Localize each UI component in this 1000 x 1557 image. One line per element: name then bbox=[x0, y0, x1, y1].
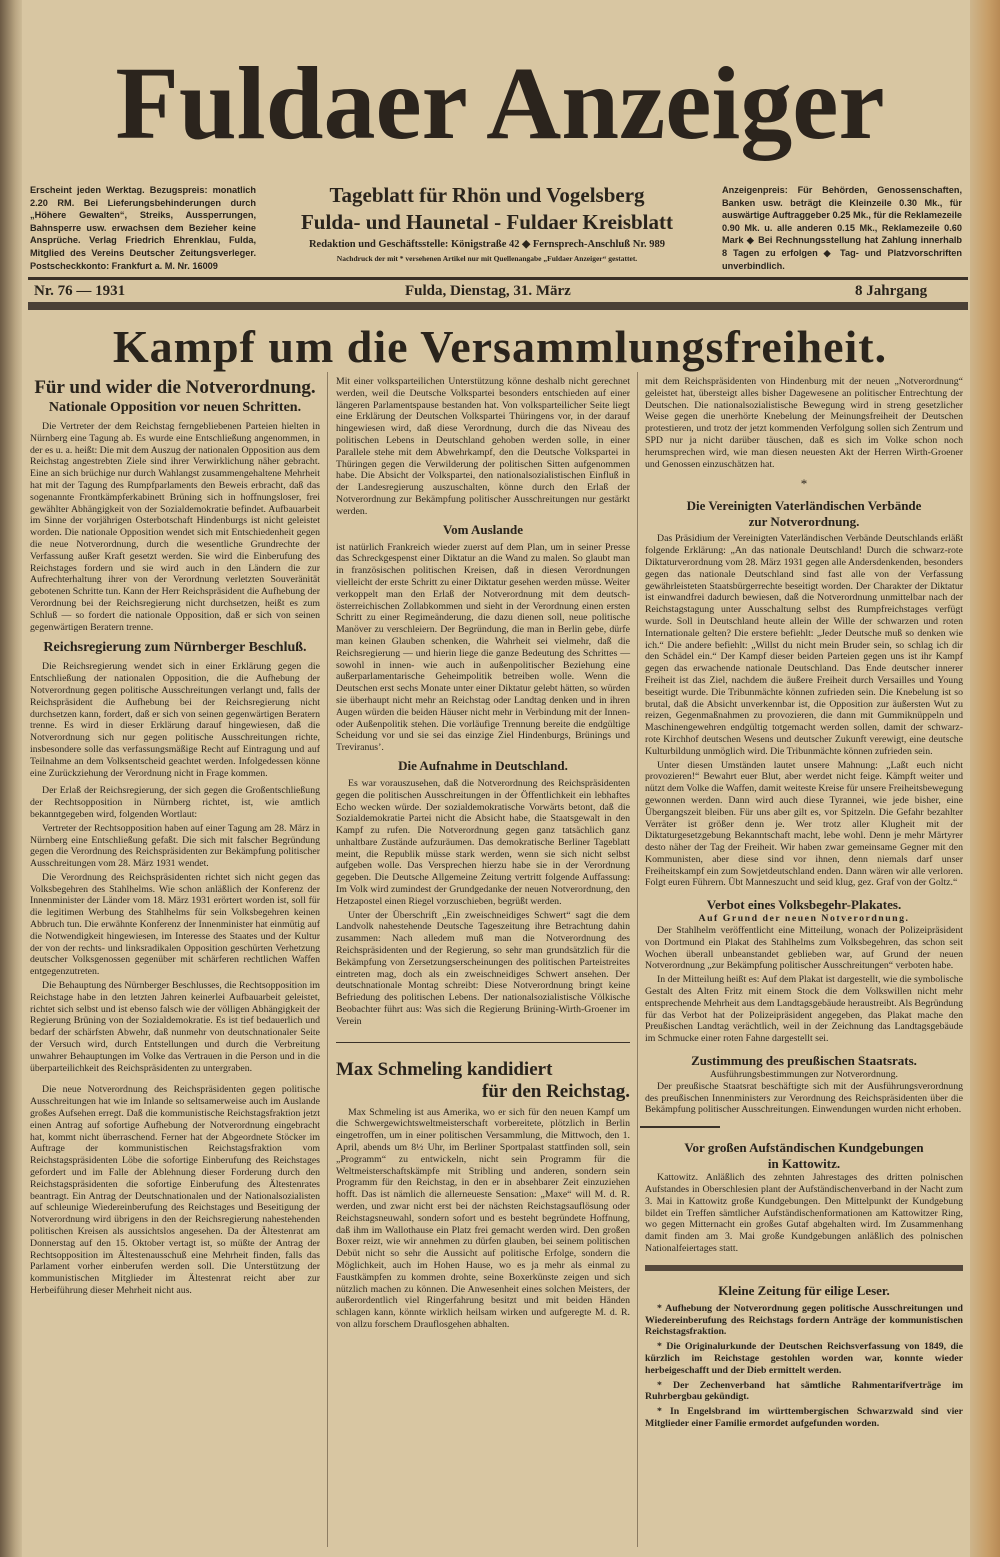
rule bbox=[28, 277, 968, 280]
section-heading: Verbot eines Volksbegehr-Plakates. bbox=[706, 897, 902, 913]
issue-number: Nr. 76 — 1931 bbox=[34, 283, 126, 299]
main-headline: Kampf um die Versammlungsfreiheit. bbox=[112, 321, 888, 372]
paragraph: Der Stahlhelm veröffentlicht eine Mitteilung, wonach der Polizeipräsident von Dortmund ein Plakat des Stahlhelms zum Volksbegehren, das schon seit Wochen überall unbeanstandet geblieben war, auf Grund der neuen Notverordnung „zur Bekämpfung politischer Ausschreitungen“ verboten habe. bbox=[645, 925, 963, 972]
address-line: Redaktion und Geschäftsstelle: Königstraße 42 ◆ Fernsprech-Anschluß Nr. 989 bbox=[308, 239, 666, 250]
paragraph: Der Erlaß der Reichsregierung, der sich gegen die Großentschließung der Rechtsopposition in Nürnberg richtet, ist, wie amtlich bekanntgegeben wird, folgenden Wortlaut: bbox=[30, 785, 320, 820]
paragraph: Es war vorauszusehen, daß die Notverordnung des Reichspräsidenten gegen die politischen Ausschreitungen in der Öffentlichkeit ein lebhaftes Echo wecken würde. Der sozialdemokratische Vorwärts betont, daß die Sozialdemokratie Partei nicht die Absicht habe, die Staatsgewalt in den Kampf zu rufen. Die Notverordnung gegen ganz tatsächlich ganz unhaltbare Zustände aufzuräumen. Das demokratische Berliner Tageblatt meint, die Republik müsse stark werden, wenn sie sich nicht selbst aufgeben wolle. Das Versprechen hierzu habe sie in der Verordnung gegeben. Die Deutsche Allgemeine Zeitung vertritt folgende Auffassung: Im Volk wird zumindest der Grundgedanke der neuen Notverordnung, den Hetzapostel einen Riegel vorzuschieben, begrüßt werden. bbox=[336, 777, 630, 907]
column-3 bbox=[645, 376, 963, 1433]
news-item: * Die Originalurkunde der Deutschen Reichsverfassung von 1849, die kürzlich im Reichstage gestohlen worden war, konnte wieder herbeigeschafft und der Dieb ermittelt werden. bbox=[645, 1341, 963, 1376]
subtitle-line-1: Tageblatt für Rhön und Vogelsberg bbox=[329, 183, 645, 207]
article-title: Die Vereinigten Vaterländischen Verbände bbox=[686, 498, 922, 514]
section-subheading: Auf Grund der neuen Notverordnung. bbox=[698, 913, 910, 925]
rule bbox=[645, 1265, 963, 1271]
article-title: Für und wider die Notverordnung. bbox=[34, 377, 316, 398]
news-item: * In Engelsbrand im württembergischen Schwarzwald sind vier Mitglieder einer Familie ermordet aufgefunden worden. bbox=[645, 1406, 963, 1429]
column-1 bbox=[30, 376, 320, 1299]
article-schmeling bbox=[336, 1059, 630, 1331]
adjacent-page-edge bbox=[0, 0, 22, 1557]
paragraph: Unter der Überschrift „Ein zweischneidiges Schwert“ sagt die dem Landvolk nahestehende Deutsche Tageszeitung ihre Betrachtung dahin zusammen: Nach alledem muß man die Notverordnung des Reichspräsidenten und der Regierung, so sehr man grundsätzlich für die Bekämpfung von Zersetzungserscheinungen des politischen Parteistreites eintreten mag, doch als ein zweischneidiges Schwert ansehen. Der deutschnationale Montag schreibt: Diese Notverordnung bringt keine Befriedung des politischen Lebens. Der nationalsozialistische Völkische Beobachter führt aus: Was sich die Regierung Brüning-Wirth-Groener im Verein bbox=[336, 909, 630, 1027]
paragraph: Die Behauptung des Nürnberger Beschlusses, die Rechtsopposition im Reichstage habe in den letzten Jahren keinerlei Aufbauarbeit geleistet, richtet sich selbst und ist ebenso falsch wie der völligen Abhängigkeit der Regierung Brüning von der Sozialdemokratie. Es ist tief bedauerlich und bedarf der schärfsten Abwehr, daß nunmehr von deutschnationaler Seite der Versuch wird, durch Entstellungen und durch die Verbreitung unwahrer Behauptungen im Volke das Vertrauen in die Person und in die überparteilichkeit des Reichspräsidenten zu untergraben. bbox=[30, 980, 320, 1074]
section-heading: Vom Auslande bbox=[442, 521, 524, 537]
article-subtitle: Nationale Opposition vor neuen Schritten. bbox=[48, 400, 302, 415]
paragraph: Mit einer volksparteilichen Unterstützung könne deshalb nicht gerechnet werden, weil die Deutsche Volkspartei besonders entschieden auf einer längeren Parlamentspause bestanden hat. Von volksparteilicher Seite liegt eine Erklärung der Deutschen Volkspartei Thüringens vor, in der darauf hingewiesen wird, daß diese Verordnung, durch die das Niveau des politischen Lebens in Deutschland gehoben werden solle, in einer Parallele stehe mit dem Abwehrkampf, den die Deutsche Volkspartei in Thüringen gegen die Verwilderung der politischen Sitten aufgenommen habe. Die Absicht der Volkspartei, den nationalsozialistischen Einfluß in der Landesregierung auszuschalten, könne durch den Erlaß der Notverordnung zur Bekämpfung politischer Ausschreitungen nur gestärkt werden. bbox=[336, 376, 630, 517]
paragraph: Kattowitz. Anläßlich des zehnten Jahrestages des dritten polnischen Aufstandes in Oberschlesien plant der Aufständischenverband in der Nacht zum 3. Mai in Kattowitz große Kundgebungen. Den Mittelpunkt der Kundgebung bildet ein Treffen sämtlicher Aufständischenformationen am Kattowitzer Ring, wo gegen Mitternacht ein großes Gutaf abgehalten wird. Im Zusammenhang damit finden am 3. Mai große Kundgebungen anläßlich des polnischen Nationalfeiertages statt. bbox=[645, 1172, 963, 1255]
article-title: für den Reichstag. bbox=[482, 1080, 630, 1102]
section-subheading: Ausführungsbestimmungen zur Notverordnung. bbox=[709, 1069, 899, 1081]
paragraph: Unter diesen Umständen lautet unsere Mahnung: „Laßt euch nicht provozieren!“ Bewahrt euer Blut, aber werdet nicht feige. Kämpft weiter und nützt dem Volke die Waffen, damit weiteste Kreise für unsere Freiheitsbewegung gewonnen werden. Dann wird auch diese Tyrannei, wie jede bisher, eine Übergangszeit bleiben. Für uns aber gilt es, vor Spitzeln. Die Gefahr bezahlter Verräter ist größer denn je. Wer trotz aller Klugheit mit der Diktaturgesetzgebung Bekanntschaft macht, lebe wohl. Denn je mehr Märtyrer desto näher der Tag der Freiheit. Wir haben zwar gemeinsame Gegner mit den Kommunisten, aber diese sind vor ihnen, denn niemals darf unser Freiheitskampf ein zum Sowjetdeutschland enden. Dann wären wir alle verloren. Folgt euren Führern. Übt Manneszucht und seid klug, gez. Graf von der Goltz.“ bbox=[645, 759, 963, 889]
paragraph: Die neue Notverordnung des Reichspräsidenten gegen politische Ausschreitungen hat wie im Inlande so seltsamerweise auch im Auslande großes Aufsehen erregt. Daß die kommunistische Reichstagsfraktion jetzt einen Antrag auf sofortige Aufhebung der Notverordnung eingebracht hat, kommt nicht überraschend. Ferner hat der Abgeordnete Stöcker im Auftrage der kommunistischen Reichstagsfraktion vom Reichstagspräsidenten Löbe die sofortige Einberufung des Reichstages gefordert und im Falle der Ablehnung dieser Forderung durch den Reichstagspräsidenten die sofortige Einberufung des Ältestenrates beantragt. Ein Antrag der Deutschnationalen und der Nationalsozialisten auf schleunige Wiedereinberufung des Reichstages und Beseitigung der Notverordnung wird übrigens in den der Reichsregierung nahestehenden politischen Kreisen als aussichtslos angesehen. Da der Ältestenrat am Donnerstag auf den 15. Oktober vertagt ist, so müßte der Antrag der Rechtsopposition im Ältestenausschuß eine Mehrheit finden, falls das Parlament vorher einberufen werden soll. Die Unterstützung der kommunistischen Mitglieder im Ältestenrat reicht aber zur Herbeiführung dieser Mehrheit nicht aus. bbox=[30, 1084, 320, 1296]
paragraph: Der preußische Staatsrat beschäftigte sich mit der Ausführungsverordnung des preußischen Innenministers zur Verordnung des Reichspräsidenten über die Bekämpfung politischer Ausschreitungen. Einwendungen wurden nicht erhoben. bbox=[645, 1080, 963, 1116]
page-edge bbox=[970, 0, 1000, 1557]
newspaper-title: Fuldaer Anzeiger bbox=[115, 46, 885, 161]
section-heading: Reichsregierung zum Nürnberger Beschluß. bbox=[43, 640, 307, 656]
article-title: in Kattowitz. bbox=[767, 1156, 841, 1172]
paragraph: Die Reichsregierung wendet sich in einer Erklärung gegen die Entschließung der nationalen Opposition, die die Aufhebung der Notverordnung gegen politische Ausschreitungen verlangt und, falls der Reichspräsident die Aufhebung bei der Reichsregierung nicht durchsetzen kann, fordert, daß er sich von seinen gegenwärtigen Beratern trenne. Es wird in dieser Erklärung darauf hingewiesen, daß die Notverordnung sich nur gegen politische Ausschreitungen richte, insbesondere solle das verfassungsmäßige Recht auf Eintragung und auf Teilnahme an dem Volksentscheid geachtet werden. Infolgedessen könne eine Zurückziehung der Verordnung nicht in Frage kommen. bbox=[30, 661, 320, 779]
paragraph: Das Präsidium der Vereinigten Vaterländischen Verbände Deutschlands erläßt folgende Erklärung: „An das nationale Deutschland! Durch die schwarz-rote Diktaturverordnung vom 28. März 1931 gegen alle Andersdenkenden, besonders gegen das nationale Deutschland sind fast alle von der Verfassung gewährleisteten Staatsbürgerrechte beseitigt worden. Der Charakter der Diktatur ist einwandfrei dadurch bewiesen, daß die Notverordnung unmittelbar nach der Reichstagstagung unter Ausschaltung selbst des Rumpfreichstages verfügt wurde. Soll in Deutschland heute allein der Wille der schwarzen und roten Internationale gelten? Die erstere befiehlt: „Jeder Deutsche muß so denken wie ich.“ Die andere befiehlt: „Willst du nicht mein Bruder sein, so schlag ich dir den Schädel ein.“ Der Kampf dieser beiden Parteien gegen uns ist ihr Kampf gegen das erwachende nationale Deutschland. Das Ende deutscher innerer Freiheit ist das Ziel, nachdem die äußere Freiheit durch Versailles und Young beseitigt wurde. Die Tribunmächte können zufrieden sein. Die Knebelung ist so brutal, daß die Absicht unverkennbar ist, die Opposition zur äußersten Wut zu reizen, Gegenmaßnahmen zu provozieren, die dann mit Gummiknüppeln und Maschinengewehren endgültig totgemacht werden sollen, damit der schwarz-rote Kirchhof deutschen Wesens und deutscher Zukunft verewigt, eine deutsche Kulturbildung unmöglich wird. Die Tribunmächte können zufrieden sein. bbox=[645, 533, 963, 757]
rule bbox=[640, 1126, 720, 1128]
column-divider bbox=[327, 372, 328, 1547]
paragraph: Max Schmeling ist aus Amerika, wo er sich für den neuen Kampf um die Schwergewichtsweltmeisterschaft vorbereitete, plötzlich in Berlin eingetroffen, um in einer politischen Versammlung, die Mittwoch, den 1. April, abends um 8½ Uhr, im Berliner Sportpalast stattfinden soll, sein „Programm“ zu entwickeln, nicht sein Programm für die Weltmeisterschaftskämpfe mit Stribling und anderen, sondern sein Programm für den Reichstag, in den er in absehbarer Zeit einzuziehen hofft. Das ist nämlich die allerneueste Sensation: „Maxe“ will M. d. R. werden, und zwar nicht erst bei der nächsten Reichstagsauflösung oder Reichstagsneuwahl, sondern sofort und es besteht begründete Hoffnung, daß ihm im Wallothause ein Platz frei gemacht werden wird. Den großen Boxer reizt, wie wir annehmen zu dürfen glauben, bei seinem politischen Debüt nicht so sehr die Aussicht auf politische Erfolge, sondern die Möglichkeit, auch im Hohen Hause, wo es ja mehr als einmal zu Faustkämpfen zu kommen drohte, seine Boxerkünste zeigen und sich nützlich machen zu können. Die Anwesenheit eines solchen Meisters, der außerordentlich viel Ringerfahrung besitzt und mit beiden Händen schlagen kann, könnte wirklich heilsam wirken und aufgeregte M. d. R. von allzu forschem Drauflosgehen abhalten. bbox=[336, 1106, 630, 1330]
paragraph: Vertreter der Rechtsopposition haben auf einer Tagung am 28. März in Nürnberg eine Entschließung gefaßt. Die sich mit falscher Begründung gegen die Verordnung des Reichspräsidenten zur Bekämpfung politischer Ausschreitungen vom 28. März 1931 wendet. bbox=[30, 822, 320, 870]
issue-date: Fulda, Dienstag, 31. März bbox=[405, 283, 571, 299]
column-divider bbox=[637, 372, 638, 1547]
advertising-info: Anzeigenpreis: Für Behörden, Genossenschaften, Banken usw. beträgt die Kleinzeile 0.30 Mk., für auswärtige Auftraggeber 0.25 Mk., für die Reklamezeile 0.90 Mk. u. alle anderen 0.15 Mk., Reklamezeile 0.60 Mark ◆ Bei Rechnungsstellung hat Zahlung innerhalb 8 Tagen zu erfolgen ◆ Tag- und Platzvorschriften unverbindlich. bbox=[722, 185, 962, 271]
volume: 8 Jahrgang bbox=[855, 283, 928, 299]
subscription-info: Erscheint jeden Werktag. Bezugspreis: monatlich 2.20 RM. Bei Lieferungsbehinderungen durch „Höhere Gewalten“, Streiks, Aussperrungen, Bahnsperre usw. erwachsen dem Bezieher keine Ansprüche. Verlag Friedrich Ehrenklau, Fulda, Mitglied des Vereins Deutscher Zeitungsverleger. Postscheckkonto: Frankfurt a. M. Nr. 16009 bbox=[30, 185, 256, 271]
news-item: * Der Zechenverband hat sämtliche Rahmentarifverträge im Ruhrbergbau gekündigt. bbox=[645, 1379, 963, 1403]
article-title: Max Schmeling kandidiert bbox=[336, 1058, 553, 1080]
news-item: * Aufhebung der Notverordnung gegen politische Ausschreitungen und Wiedereinberufung des Reichstags fordern Anträge der kommunistischen Reichstagsfraktion. bbox=[645, 1302, 963, 1338]
rule bbox=[28, 302, 968, 310]
subtitle-line-2: Fulda- und Haunetal - Fuldaer Kreisblatt bbox=[300, 210, 674, 234]
section-heading: Zustimmung des preußischen Staatsrats. bbox=[691, 1053, 917, 1069]
paragraph: Die Verordnung des Reichspräsidenten richtet sich nicht gegen das Volksbegehren des Stahlhelms. Wie schon anläßlich der Konferenz der Innenminister der Länder vom 18. März 1931 erörtert worden ist, soll für die legitimen Werbung des Stahlhelms für sein Volksbegehren keinen Abbruch tun. Die erwähnte Konferenz der Innenminister hat einmütig auf die Notwendigkeit hingewiesen, im Interesse des Staates und der Kultur der von der rechts- und linksradikalen Opposition geschürten Verhetzung deutscher Volksgenossen gegenüber mit schärferen rechtlichen Waffen entgegenzutreten. bbox=[30, 871, 320, 978]
paragraph: In der Mitteilung heißt es: Auf dem Plakat ist dargestellt, wie die symbolische Gestalt des Alten Fritz mit einem Stock die dem Volkswillen nicht mehr entsprechende Mehrheit aus dem Landtagsgebäude heraustreibt. Als Begründung für das Verbot hat der Polizeipräsident angegeben, das Plakat mache den Preußischen Landtag verächtlich, weil in der Zeichnung das Landtagsgebäude im Schmucke einer roten Fahne dargestellt sei. bbox=[645, 974, 963, 1045]
paragraph: mit dem Reichspräsidenten von Hindenburg mit der neuen „Notverordnung“ geleistet hat, übersteigt alles bisher Dagewesene an politischer Entrechtung der Deutschen. Die nationalsozialistische Bewegung wird in streng gesetzlicher Weise gegen die unerhörte Knebelung der Meinungsfreiheit der Deutschen protestieren, und trotz der jetzt kommenden Verfolgung sollen sich Zentrum und SPD nur ja nicht darüber täuschen, daß es sich im Volke schon noch herumsprechen wird, wie man diesen neuesten Akt der Herren Wirth-Groener und Genossen einzuschätzen hat. bbox=[645, 376, 963, 470]
column-2 bbox=[336, 376, 630, 1333]
section-heading: Kleine Zeitung für eilige Leser. bbox=[718, 1282, 890, 1298]
paragraph: ist natürlich Frankreich wieder zuerst auf dem Plan, um in seiner Presse das Schreckgespenst einer Diktatur an die Wand zu malen. So glaubt man in französischen politischen Kreisen, daß in diesen Verordnungen vielleicht der erste Schritt zu einer Diktatur gesehen werden müsse. Weiter verkoppelt man den Erlaß der Notverordnung mit dem deutsch-österreichischen Zollabkommen und sieht in der Verordnung einen ersten Schritt zu einer Regimeänderung, die dazu dienen soll, neue politische Manöver zu verschleiern. Der Begründung, die man in Berlin gebe, dürfe man keinen Glauben schenken, die Wahrheit sei vielmehr, daß die Reichsregierung — und hierin liege die ganze Bedeutung des Schrittes — sowohl in innen- wie auch in außenpolitischer Beziehung eine außerparlamentarische Geheimpolitik betreiben wolle. Wenn die Deutschen erst sechs Monate unter einer Diktatur gelebt hätten, so würden sie überhaupt nicht mehr an Reichstag oder Landtag denken und in ihren Augen würden die beiden Häuser nicht mehr in Verbindung mit der Innen- oder Außenpolitik stehen. Die vorläufige Trennung bereite die endgültige Scheidung vor und sie sei das einzige Ziel Hindenburgs, Brünings und Treviranus’. bbox=[336, 541, 630, 754]
article-title: zur Notverordnung. bbox=[748, 514, 860, 530]
section-heading: Die Aufnahme in Deutschland. bbox=[398, 757, 568, 773]
masthead-subtitle bbox=[262, 182, 712, 264]
article-title: Vor großen Aufständischen Kundgebungen bbox=[684, 1140, 924, 1156]
separator-star: * bbox=[800, 476, 808, 492]
paragraph: Die Vertreter der dem Reichstag ferngebliebenen Parteien hielten in Nürnberg eine Tagung ab. Es wurde eine Entschließung angenommen, in der es u. a. heißt: Die mit dem Auszug der nationalen Opposition aus dem Reichstag angestrebten Ziele sind ihrer Verwirklichung näher gebracht. Eine an sich brüchige nur durch Wahlangst zusammengehaltene Mehrheit hat mit der Tagung des Rumpfparlaments den Beweis erbracht, daß das sogenannte Frontkämpferkabinett Brüning sich in hoffnungsloser, frei gewählter Abhängigkeit von der Sozialdemokratie befindet. Aufbauarbeit im Sinne der vorjährigen Osterbotschaft Hindenburgs ist nicht geleistet worden. Die nationale Opposition wendet sich mit Entschiedenheit gegen die neue Notverordnung, durch die wesentliche Grundrechte der Verfassung außer Kraft gesetzt werden. Sie wird die Einberufung des Reichstages fordern und sie wird auch in den Ländern die zur Aufrechterhaltung ihrer von der Verordnung verletzten Souveränität gebotenen Schritte tun. Kann der Herr Reichspräsident die Aufhebung der Verordnung bei der Reichsregierung nicht durchsetzen, heißt es zum Schluß — so fordert die nationale Opposition, daß er sich von seinen gegenwärtigen Beratern trenne. bbox=[30, 421, 321, 633]
reprint-notice: Nachdruck der mit * versehenen Artikel nur mit Quellenangabe „Fuldaer Anzeiger“ gestattet. bbox=[336, 254, 638, 263]
rule bbox=[336, 1042, 630, 1043]
